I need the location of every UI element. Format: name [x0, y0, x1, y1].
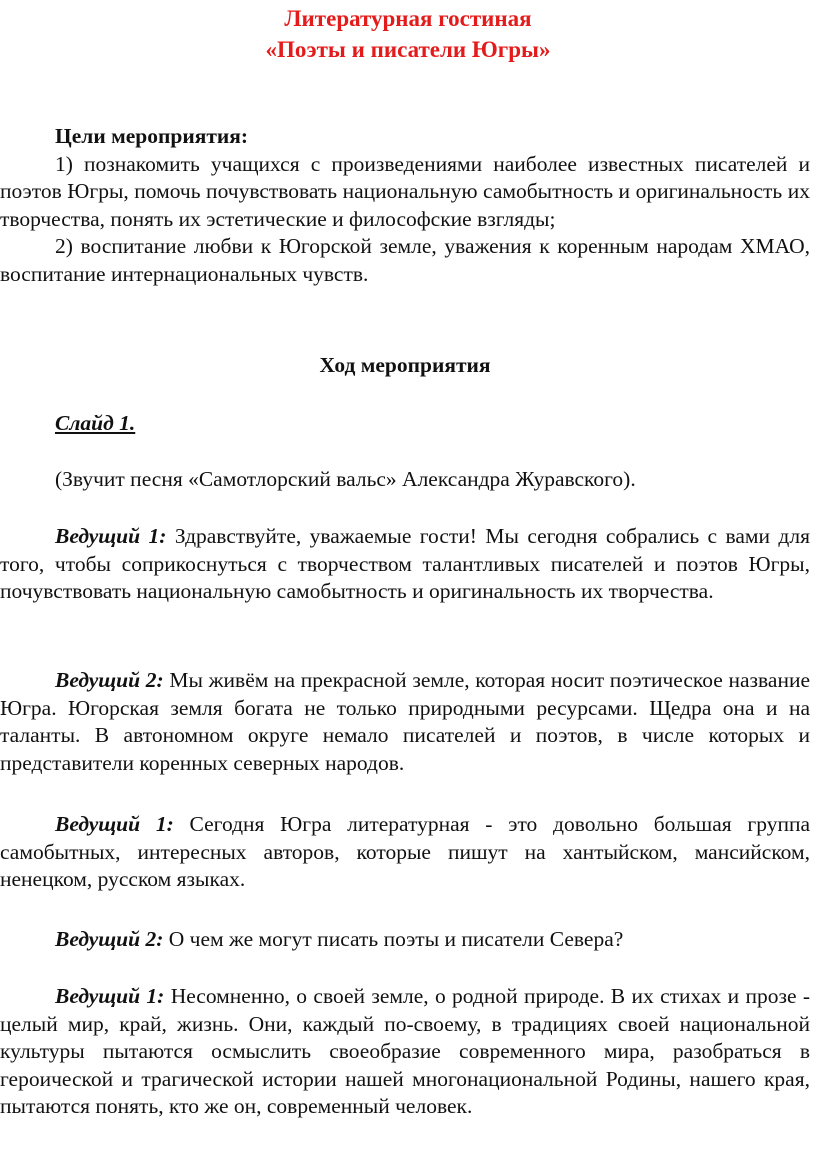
course-heading: Ход мероприятия [319, 353, 491, 377]
speaker-label: Ведущий 2: [55, 668, 164, 692]
dialogue-line-1 [0, 523, 810, 606]
document-title-line2: «Поэты и писатели Югры» [265, 37, 551, 62]
speaker-label: Ведущий 1: [55, 984, 165, 1008]
dialogue-line-2 [0, 667, 810, 777]
speech-text: Несомненно, о своей земле, о родной природе. В их стихах и прозе - целый мир, край, жизнь. Они, каждый по-своему, в традициях своей национальной культуры пытаются осмыслить своеобразие современного мира, разобраться в героической и трагической истории нашей многонациональной Родины, нашего края, пытаются понять, кто же он, современный человек. [0, 984, 811, 1118]
goals-section [0, 123, 810, 288]
speaker-label: Ведущий 2: [55, 927, 164, 951]
dialogue-line-3 [0, 811, 810, 894]
speech-text: Сегодня Югра литературная - это довольно большая группа самобытных, интересных авторов, которые пишут на хантыйском, мансийском, ненецком, русском языках. [0, 812, 811, 891]
dialogue-line-4 [0, 926, 810, 954]
speaker-label: Ведущий 1: [55, 524, 167, 548]
document-title-line1: Литературная гостиная [284, 6, 532, 31]
stage-note: (Звучит песня «Самотлорский вальс» Александра Журавского). [55, 467, 636, 491]
speech-text: Мы живём на прекрасной земле, которая носит поэтическое название Югра. Югорская земля богата не только природными ресурсами. Щедра она и на таланты. В автономном округе немало писателей и поэтов, в числе которых и представители коренных северных народов. [0, 668, 811, 775]
dialogue-line-5 [0, 983, 810, 1121]
speech-text: О чем же могут писать поэты и писатели Севера? [163, 927, 624, 951]
goal-item-2: 2) воспитание любви к Югорской земле, уважения к коренным народам ХМАО, воспитание интернациональных чувств. [0, 234, 810, 286]
slide-label-wrap [0, 410, 810, 438]
speech-text: Здравствуйте, уважаемые гости! Мы сегодня собрались с вами для того, чтобы соприкоснуться с творчеством талантливых писателей и поэтов Югры, почувствовать национальную самобытность и оригинальность их творчества. [0, 524, 810, 603]
goals-heading: Цели мероприятия: [55, 124, 249, 148]
slide-label: Слайд 1. [55, 411, 136, 435]
speaker-label: Ведущий 1: [55, 812, 174, 836]
goal-item-1: 1) познакомить учащихся с произведениями наиболее известных писателей и поэтов Югры, помочь почувствовать национальную самобытность и оригинальность их творчества, понять их эстетические и философские взгляды; [0, 151, 810, 231]
